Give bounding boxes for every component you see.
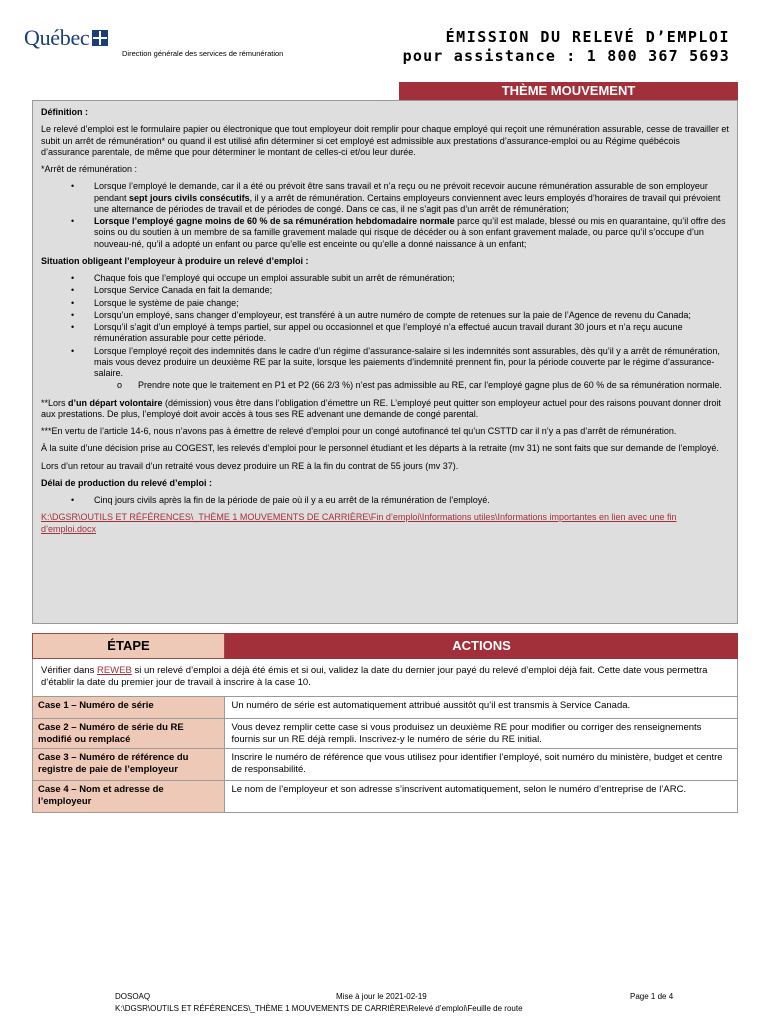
note-cong-autofinance: ***En vertu de l’article 14-6, nous n’avons pas à émettre de relevé d’emploi pour un congé autofinancé tel qu’un CSTTD car il n’y a pas d’arrêt de rémunération. — [41, 426, 677, 436]
logo-wordmark: Québec — [24, 25, 90, 50]
step-cell: Case 3 – Numéro de référence du registre de paie de l’employeur — [33, 749, 225, 780]
footer-code: DOSOAQ — [115, 992, 151, 1001]
page-header — [0, 0, 770, 80]
theme-banner: THÈME MOUVEMENT — [399, 82, 738, 100]
action-cell: Vous devez remplir cette case si vous produisez un deuxième RE pour modifier ou corriger des renseignements fournis sur un RE déjà rempli. Inscrivez-y le numéro de série du RE initial. — [231, 722, 702, 745]
etape-column-header: ÉTAPE — [32, 633, 225, 659]
quebec-logo — [24, 24, 108, 52]
arret-label: *Arrêt de rémunération : — [41, 164, 138, 174]
table-intro: Vérifier dans REWEB si un relevé d’emploi a déjà été émis et si oui, validez la date du dernier jour payé du relevé d’emploi déjà fait. Cette date vous permettra d’établir la date du premier jour de travail à inscrire à la case 10. — [32, 659, 738, 697]
assistance-phone: pour assistance : 1 800 367 5693 — [402, 47, 730, 65]
step-cell: Case 4 – Nom et adresse de l’employeur — [33, 781, 225, 812]
table-row — [32, 749, 738, 781]
list-item: • Lorsque l’employé le demande, car il a été ou prévoit être sans travail et n’a reçu ou ne prévoit recevoir aucune rémunération assurable de son employeur pendant sept jours civils consécutifs, il y a arrêt de rémunération. Certains employeurs conviennent avec leurs employés d’horaires de travail qui prévoient une alternance de périodes de travail et de périodes de congé. Dans ce cas, il ne s’agit pas d’un arrêt de rémunération; — [41, 181, 729, 215]
table-row — [32, 697, 738, 719]
list-item: • Cinq jours civils après la fin de la période de paie où il y a eu arrêt de la rémunération de l’employé. — [41, 495, 729, 506]
definition-heading: Définition : — [41, 107, 88, 117]
list-item: • Lorsque Service Canada en fait la demande; — [41, 285, 729, 296]
list-item: • Lorsque le système de paie change; — [41, 298, 729, 309]
situation-heading: Situation obligeant l’employeur à produire un relevé d’emploi : — [41, 255, 309, 266]
direction-label: Direction générale des services de rémunération — [122, 49, 284, 58]
reweb-link[interactable]: REWEB — [96, 665, 132, 676]
footer-update-date: Mise à jour le 2021-02-19 — [336, 992, 427, 1001]
etape-actions-table — [32, 633, 738, 813]
definition-paragraph: Le relevé d’emploi est le formulaire papier ou électronique que tout employeur doit remplir pour chaque employé qui reçoit une rémunération assurable, cesse de travailler et subit un arrêt de rémunération* ou quand il est utilisé afin déterminer si cet employé est admissible aux prestations d’assurance-emploi ou au Régime québécois d’assurance parentale, de même que pour déterminer le montant de celles-ci et/ou leur durée. — [41, 124, 729, 157]
actions-column-header: ACTIONS — [225, 633, 738, 659]
document-title: ÉMISSION DU RELEVÉ D’EMPLOI — [445, 28, 730, 46]
note-retour-retraite: Lors d’un retour au travail d’un retraité vous devez produire un RE à la fin du contrat de 55 jours (mv 37). — [41, 460, 459, 471]
list-item: • Lorsque l’employé reçoit des indemnités dans le cadre d’un régime d’assurance-salaire si les indemnités sont assurables, dès qu’il y a arrêt de rémunération, mais vous devez produire un deuxième RE par la suite, lorsque les paiements d’indemnité prennent fin, pour la période couverte par le régime d’assurance-salaire. — [41, 346, 729, 380]
note-depart-volontaire: **Lors d’un départ volontaire (démission) vous être dans l’obligation d’émettre un RE. L’employé peut quitter son employeur actuel pour des raisons pouvant donner droit aux prestations. De plus, l’employé doit avoir accès à tous ses RE advenant une demande de congé parental. — [41, 397, 721, 419]
action-cell: Un numéro de série est automatiquement attribué aussitôt qu’il est transmis à Service Canada. — [231, 700, 631, 711]
situation-list — [41, 273, 729, 379]
sub-list-item: o Prendre note que le traitement en P1 et P2 (66 2/3 %) n’est pas admissible au RE, car l’employé gagne plus de 60 % de sa rémunération normale. — [41, 380, 729, 391]
arret-list — [41, 181, 729, 250]
list-item: • Chaque fois que l’employé qui occupe un emploi assurable subit un arrêt de rémunération; — [41, 273, 729, 284]
action-cell: Le nom de l’employeur et son adresse s’inscrivent automatiquement, selon le numéro d’entreprise de l’ARC. — [231, 784, 687, 795]
table-header — [32, 633, 738, 659]
step-cell: Case 2 – Numéro de série du RE modifié ou remplacé — [33, 719, 225, 748]
action-cell: Inscrire le numéro de référence que vous utilisez pour identifier l’employé, soit numéro du ministère, budget et centre de responsabilité. — [231, 752, 723, 775]
step-cell: Case 1 – Numéro de série — [33, 697, 225, 718]
reference-document-link[interactable]: K:\DGSR\OUTILS ET RÉFÉRENCES\_THÈME 1 MOUVEMENTS DE CARRIÈRE\Fin d’emploi\Informations utiles\Informations importantes en lien avec une fin d’emploi.docx — [41, 512, 677, 534]
delai-list — [41, 495, 729, 506]
footer-page-number: Page 1 de 4 — [630, 992, 674, 1001]
delai-heading: Délai de production du relevé d’emploi : — [41, 477, 213, 488]
list-item: • Lorsqu’un employé, sans changer d’employeur, est transféré à un autre numéro de compte de retenues sur la paie de l’Agence de revenu du Canada; — [41, 310, 729, 321]
list-item: • Lorsque l’employé gagne moins de 60 % de sa rémunération hebdomadaire normale parce qu’il est malade, blessé ou mis en quarantaine, qu’il offre des soins ou du soutien à un membre de sa famille gravement malade qui risque de décéder ou à son enfant gravement malade, ou parce qu’il s’occupe d’un nouveau-né, qu’il a adopté un enfant ou parce qu’elle est enceinte ou qu’elle a donné naissance à un enfant; — [41, 216, 729, 250]
table-row — [32, 781, 738, 813]
fleur-de-lis-flag-icon — [92, 30, 108, 46]
note-cogest: À la suite d’une décision prise au COGEST, les relevés d’emploi pour le personnel étudiant et les départs à la retraite (mv 31) ne sont faits que sur demande de l’employé. — [41, 443, 719, 454]
footer-file-path: K:\DGSR\OUTILS ET RÉFÉRENCES\_THÈME 1 MOUVEMENTS DE CARRIÈRE\Relevé d’emploi\Feuille de route — [115, 1004, 523, 1013]
definition-box — [32, 100, 738, 624]
list-item: • Lorsqu’il s’agit d’un employé à temps partiel, sur appel ou occasionnel et que l’employé n’a effectué aucun travail durant 30 jours et n’a reçu aucune rémunération assurable pour cette période. — [41, 322, 729, 345]
table-row — [32, 719, 738, 749]
